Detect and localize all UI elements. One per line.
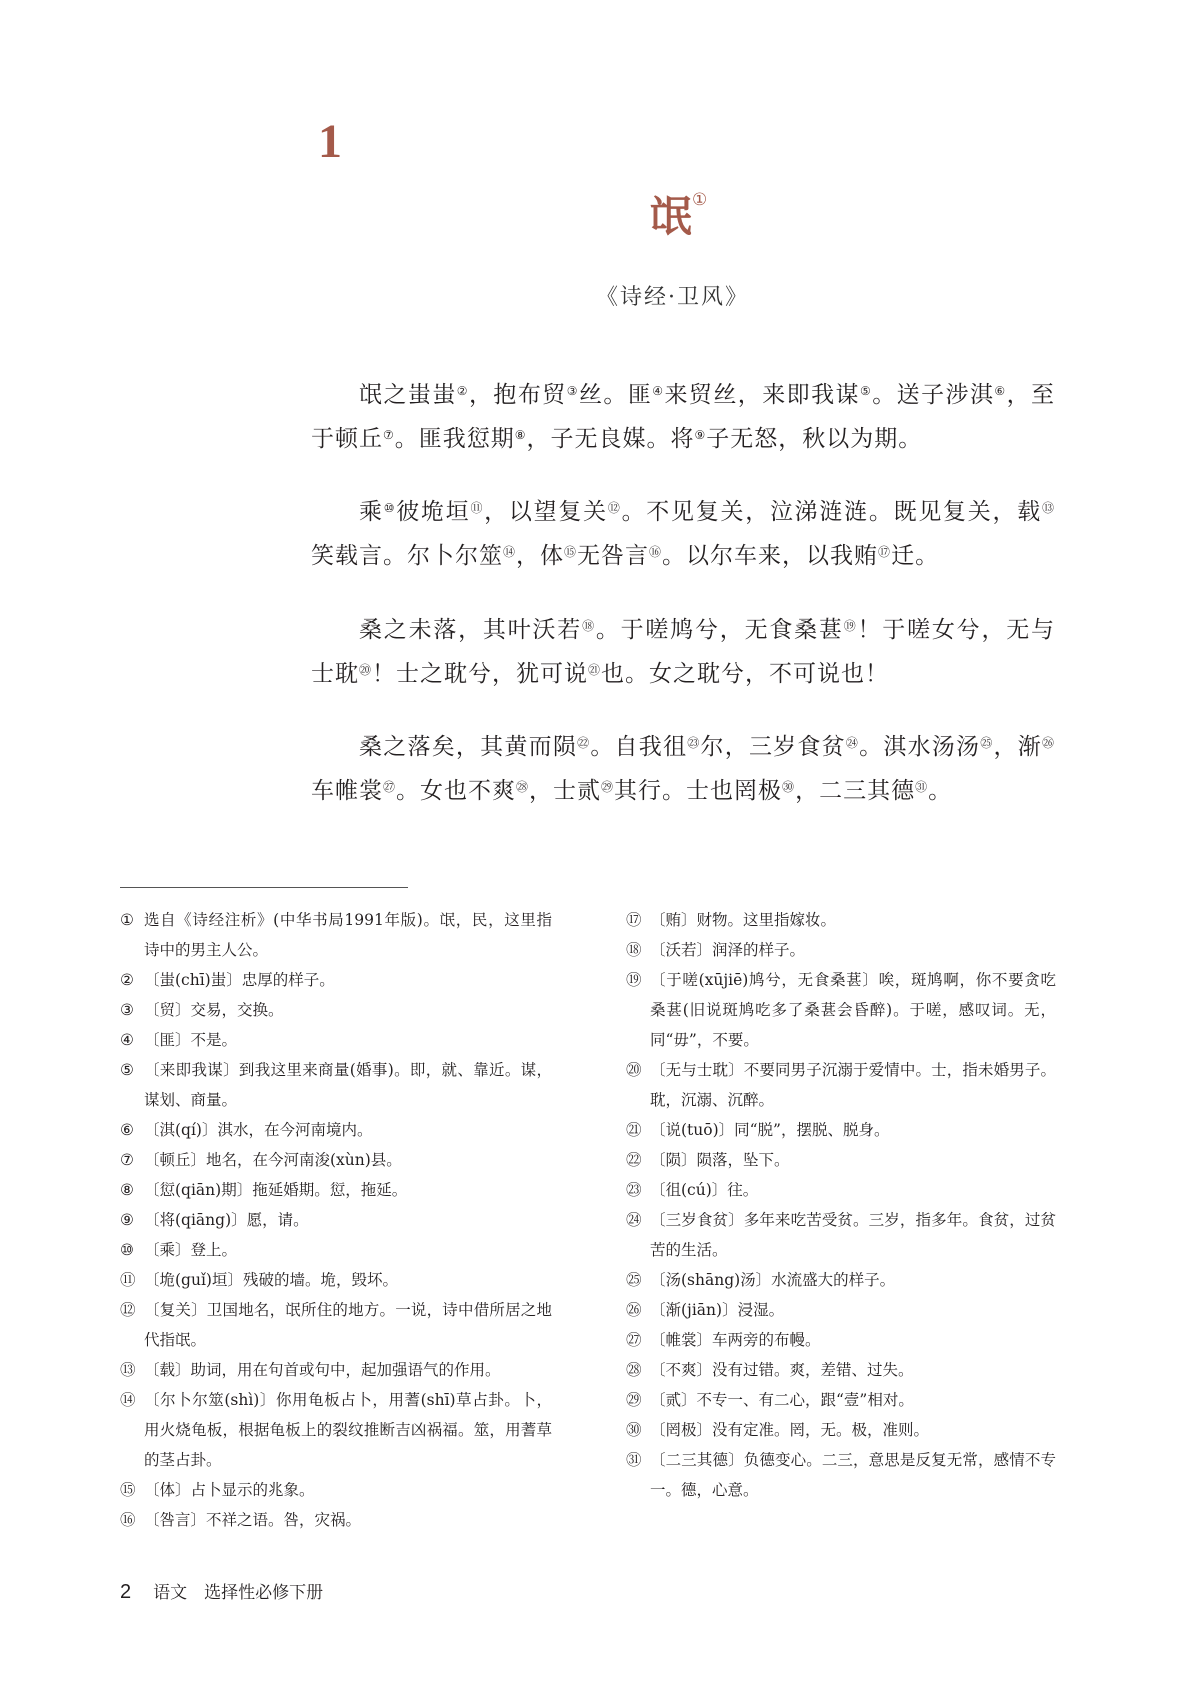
footnote-text: 〔三岁食贫〕多年来吃苦受贫。三岁，指多年。食贫，过贫苦的生活。	[650, 1211, 1056, 1259]
footnote-marker: ⑮	[564, 545, 578, 559]
footnote-marker: ⑲	[843, 619, 858, 633]
footnote-item	[626, 1415, 1056, 1445]
footnote-marker: ⑳	[359, 663, 373, 677]
footnote-marker: ㉔	[845, 736, 860, 750]
verse-text: 。自我徂	[590, 734, 688, 760]
footnote-item	[626, 1115, 1056, 1145]
verse-text: 丝。匪	[578, 382, 653, 408]
footnote-marker: ⑤	[859, 384, 873, 398]
footnote-number: ③	[120, 1001, 134, 1019]
footnote-item	[626, 905, 1056, 935]
footnote-marker: ⑭	[503, 545, 517, 559]
verse-text: 氓之蚩蚩	[359, 382, 457, 408]
stanza-text	[311, 725, 1055, 813]
footnote-item	[120, 1235, 552, 1265]
footnote-marker: ⑥	[994, 384, 1007, 398]
footnote-item	[120, 1115, 552, 1145]
footnote-item	[626, 1055, 1056, 1115]
footnote-text: 〔载〕助词，用在句首或句中，起加强语气的作用。	[144, 1361, 501, 1379]
footnote-number: ⑦	[120, 1151, 134, 1169]
footnote-text: 〔愆(qiān)期〕拖延婚期。愆，拖延。	[144, 1181, 408, 1199]
verse-text: 。女也不爽	[396, 778, 517, 804]
footnote-number: ⑨	[120, 1211, 134, 1229]
footnote-number: ㉑	[626, 1121, 642, 1139]
footnote-number: ㉓	[626, 1181, 642, 1199]
verse-text: ！士之耽兮，犹可说	[372, 661, 589, 687]
footnote-marker: ⑱	[582, 619, 596, 633]
verse-text: 其行。士也罔极	[614, 778, 783, 804]
footnote-marker: ㉒	[577, 736, 591, 750]
verse-text: 。送子涉淇	[872, 382, 995, 408]
footnote-number: ④	[120, 1031, 134, 1049]
verse-text: 子无怒，秋以为期。	[706, 426, 923, 452]
footnote-marker: ㉚	[782, 780, 796, 794]
verse-text: 。以尔车来，以我贿	[662, 543, 879, 569]
footnote-text: 〔陨〕陨落，坠下。	[650, 1151, 790, 1169]
footnote-number: ㉘	[626, 1361, 642, 1379]
verse-text: ，士贰	[529, 778, 602, 804]
verse-text: 乘	[359, 499, 384, 525]
footnote-text: 〔将(qiāng)〕愿，请。	[144, 1211, 309, 1229]
footnote-item	[626, 1355, 1056, 1385]
footnote-number: ⑳	[626, 1061, 642, 1079]
footnote-number: ⑰	[626, 911, 642, 929]
verse-text: ，渐	[993, 734, 1042, 760]
footnote-item	[120, 1295, 552, 1355]
footnote-text: 〔咎言〕不祥之语。咎，灾祸。	[144, 1511, 362, 1529]
footnote-marker: ④	[652, 384, 665, 398]
footnote-number: ㉗	[626, 1331, 642, 1349]
footnote-item	[626, 1265, 1056, 1295]
footnote-number: ⑥	[120, 1121, 134, 1139]
verse-text: 也。女之耽兮，不可说也！	[601, 661, 890, 687]
footnote-marker: ㉑	[588, 663, 602, 677]
footnote-item	[626, 965, 1056, 1055]
verse-text: 无咎言	[577, 543, 650, 569]
footnote-item	[120, 1385, 552, 1475]
footnote-text: 〔淇(qí)〕淇水，在今河南境内。	[144, 1121, 373, 1139]
footnote-number: ⑭	[120, 1391, 136, 1409]
footnote-item	[626, 1175, 1056, 1205]
verse-text: 桑之未落，其叶沃若	[359, 617, 583, 643]
footnote-number: ⑧	[120, 1181, 134, 1199]
verse-text: 迁。	[891, 543, 940, 569]
verse-text: ！于嗟女兮，无与士耽	[311, 617, 1056, 687]
footnote-item	[626, 1205, 1056, 1265]
verse-text: ，二三其德	[795, 778, 916, 804]
verse-text: 。不见复关，泣涕涟涟。既见复关，载	[621, 499, 1042, 525]
footnote-marker: ⑦	[383, 428, 395, 442]
footnote-item	[120, 1505, 552, 1535]
footnote-marker: ㉕	[980, 736, 994, 750]
footnote-number: ㉔	[626, 1211, 642, 1229]
footnote-text: 〔复关〕卫国地名，氓所住的地方。一说，诗中借所居之地代指氓。	[144, 1301, 552, 1349]
footnote-text: 〔体〕占卜显示的兆象。	[144, 1481, 315, 1499]
verse-text: 。	[928, 778, 953, 804]
footnote-number: ⑮	[120, 1481, 136, 1499]
footnote-text: 〔沃若〕润泽的样子。	[650, 941, 806, 959]
stanza-text	[311, 608, 1055, 696]
footnote-number: ㉖	[626, 1301, 642, 1319]
footnote-text: 〔贸〕交易，交换。	[144, 1001, 284, 1019]
footnote-marker: ㉓	[687, 736, 701, 750]
footnote-number: ⑤	[120, 1061, 134, 1079]
poem-source: 《诗经·卫风》	[596, 285, 749, 310]
footnote-divider	[120, 887, 408, 888]
page-number: 2	[120, 1581, 132, 1603]
footnote-marker: ㉘	[516, 780, 530, 794]
verse-text: 笑载言。尔卜尔筮	[311, 543, 503, 569]
footnote-text: 〔蚩(chī)蚩〕忠厚的样子。	[144, 971, 335, 989]
footnote-marker: ⑬	[1041, 501, 1055, 515]
footnote-number: ㉙	[626, 1391, 642, 1409]
footnote-item	[626, 1445, 1056, 1505]
footnote-item	[626, 935, 1056, 965]
footnote-text: 〔贰〕不专一、有二心，跟“壹”相对。	[650, 1391, 914, 1409]
footnote-item	[120, 1265, 552, 1295]
footnote-text: 选自《诗经注析》(中华书局1991年版)。氓，民，这里指诗中的男主人公。	[144, 911, 552, 959]
footnote-number: ⑲	[626, 971, 642, 989]
footnote-text: 〔来即我谋〕到我这里来商量(婚事)。即，就、靠近。谋，谋划、商量。	[144, 1061, 552, 1109]
footnote-item	[120, 905, 552, 965]
stanza-text	[311, 490, 1055, 578]
verse-text: ，至于顿丘	[311, 382, 1056, 452]
footnote-number: ⑱	[626, 941, 642, 959]
footnote-marker: ⑧	[514, 428, 527, 442]
footnote-item	[120, 1145, 552, 1175]
footnote-number: ②	[120, 971, 134, 989]
book-title: 语文 选择性必修下册	[153, 1583, 324, 1603]
verse-text: ，以望复关	[484, 499, 608, 525]
footnote-item	[626, 1295, 1056, 1325]
footnote-marker: ②	[456, 384, 469, 398]
verse-text: ，抱布贸	[468, 382, 567, 408]
footnote-marker: ⑯	[649, 545, 663, 559]
footnote-text: 〔不爽〕没有过错。爽，差错、过失。	[650, 1361, 914, 1379]
page-footer	[120, 1578, 323, 1604]
footnote-number: ⑫	[120, 1301, 136, 1319]
footnote-marker: ⑪	[470, 501, 485, 515]
verse-text: 尔，三岁食贫	[700, 734, 846, 760]
footnote-text: 〔罔极〕没有定准。罔，无。极，准则。	[650, 1421, 930, 1439]
lesson-number: 1	[318, 115, 342, 168]
footnote-marker: ⑩	[383, 501, 397, 515]
footnote-text: 〔顿丘〕地名，在今河南浚(xùn)县。	[144, 1151, 402, 1169]
footnote-marker: ㉗	[383, 780, 397, 794]
footnote-text: 〔尔卜尔筮(shì)〕你用龟板占卜，用蓍(shī)草占卦。卜，用火烧龟板，根据龟板上的裂纹推断吉凶祸福。筮，用蓍草的茎占卦。	[144, 1391, 552, 1469]
footnote-item	[626, 1385, 1056, 1415]
verse-text: ，体	[516, 543, 565, 569]
stanza-1	[311, 373, 1055, 461]
footnote-number: ㉛	[626, 1451, 642, 1469]
footnote-marker: ㉛	[915, 780, 929, 794]
footnote-text: 〔匪〕不是。	[144, 1031, 238, 1049]
footnote-number: ㉒	[626, 1151, 642, 1169]
verse-text: 车帷裳	[311, 778, 383, 804]
footnote-number: ⑩	[120, 1241, 134, 1259]
verse-text: 彼垝垣	[396, 499, 471, 525]
footnote-text: 〔垝(guǐ)垣〕残破的墙。垝，毁坏。	[144, 1271, 398, 1289]
footnote-item	[120, 1355, 552, 1385]
footnote-text: 〔说(tuō)〕同“脱”，摆脱、脱身。	[650, 1121, 890, 1139]
footnote-marker: ⑨	[694, 428, 707, 442]
footnote-number: ⑪	[120, 1271, 136, 1289]
footnote-marker: ㉙	[601, 780, 615, 794]
footnote-number: ⑯	[120, 1511, 136, 1529]
stanza-3	[311, 608, 1055, 696]
footnote-text: 〔无与士耽〕不要同男子沉溺于爱情中。士，指未婚男子。耽，沉溺、沉醉。	[650, 1061, 1056, 1109]
footnote-item	[120, 965, 552, 995]
footnote-text: 〔乘〕登上。	[144, 1241, 238, 1259]
footnote-marker: ㉖	[1041, 736, 1055, 750]
footnote-item	[120, 1025, 552, 1055]
footnote-text: 〔于嗟(xūjiē)鸠兮，无食桑葚〕唉，斑鸠啊，你不要贪吃桑葚(旧说斑鸠吃多了桑葚会昏醉)。于嗟，感叹词。无，同“毋”，不要。	[650, 971, 1056, 1049]
footnote-number: ⑬	[120, 1361, 136, 1379]
poem-title-text: 氓	[650, 192, 693, 241]
footnote-item	[120, 1175, 552, 1205]
verse-text: 。于嗟鸠兮，无食桑葚	[595, 617, 844, 643]
footnote-text: 〔渐(jiān)〕浸湿。	[650, 1301, 785, 1319]
footnote-text: 〔徂(cú)〕往。	[650, 1181, 759, 1199]
footnotes-left-column	[120, 905, 552, 1535]
footnote-item	[626, 1145, 1056, 1175]
verse-text: 。匪我愆期	[394, 426, 515, 452]
footnote-number: ㉚	[626, 1421, 642, 1439]
footnote-text: 〔二三其德〕负德变心。二三，意思是反复无常，感情不专一。德，心意。	[650, 1451, 1056, 1499]
footnote-marker: ⑫	[607, 501, 622, 515]
poem-title	[650, 190, 708, 241]
footnote-item	[120, 1475, 552, 1505]
footnotes-right-column	[626, 905, 1056, 1505]
verse-text: 桑之落矣，其黄而陨	[359, 734, 578, 760]
title-footnote-marker: ①	[692, 190, 708, 210]
stanza-4	[311, 725, 1055, 813]
footnote-item	[120, 1055, 552, 1115]
footnote-item	[626, 1325, 1056, 1355]
footnote-text: 〔帷裳〕车两旁的布幔。	[650, 1331, 821, 1349]
footnote-item	[120, 995, 552, 1025]
footnote-number: ①	[120, 911, 134, 929]
footnote-number: ㉕	[626, 1271, 642, 1289]
verse-text: 来贸丝，来即我谋	[664, 382, 860, 408]
stanza-2	[311, 490, 1055, 578]
footnote-text: 〔贿〕财物。这里指嫁妆。	[650, 911, 837, 929]
verse-text: ，子无良媒。将	[526, 426, 695, 452]
footnote-marker: ⑰	[878, 545, 892, 559]
footnote-marker: ③	[566, 384, 579, 398]
stanza-text	[311, 373, 1055, 461]
footnote-text: 〔汤(shāng)汤〕水流盛大的样子。	[650, 1271, 896, 1289]
footnote-item	[120, 1205, 552, 1235]
verse-text: 。淇水汤汤	[859, 734, 981, 760]
